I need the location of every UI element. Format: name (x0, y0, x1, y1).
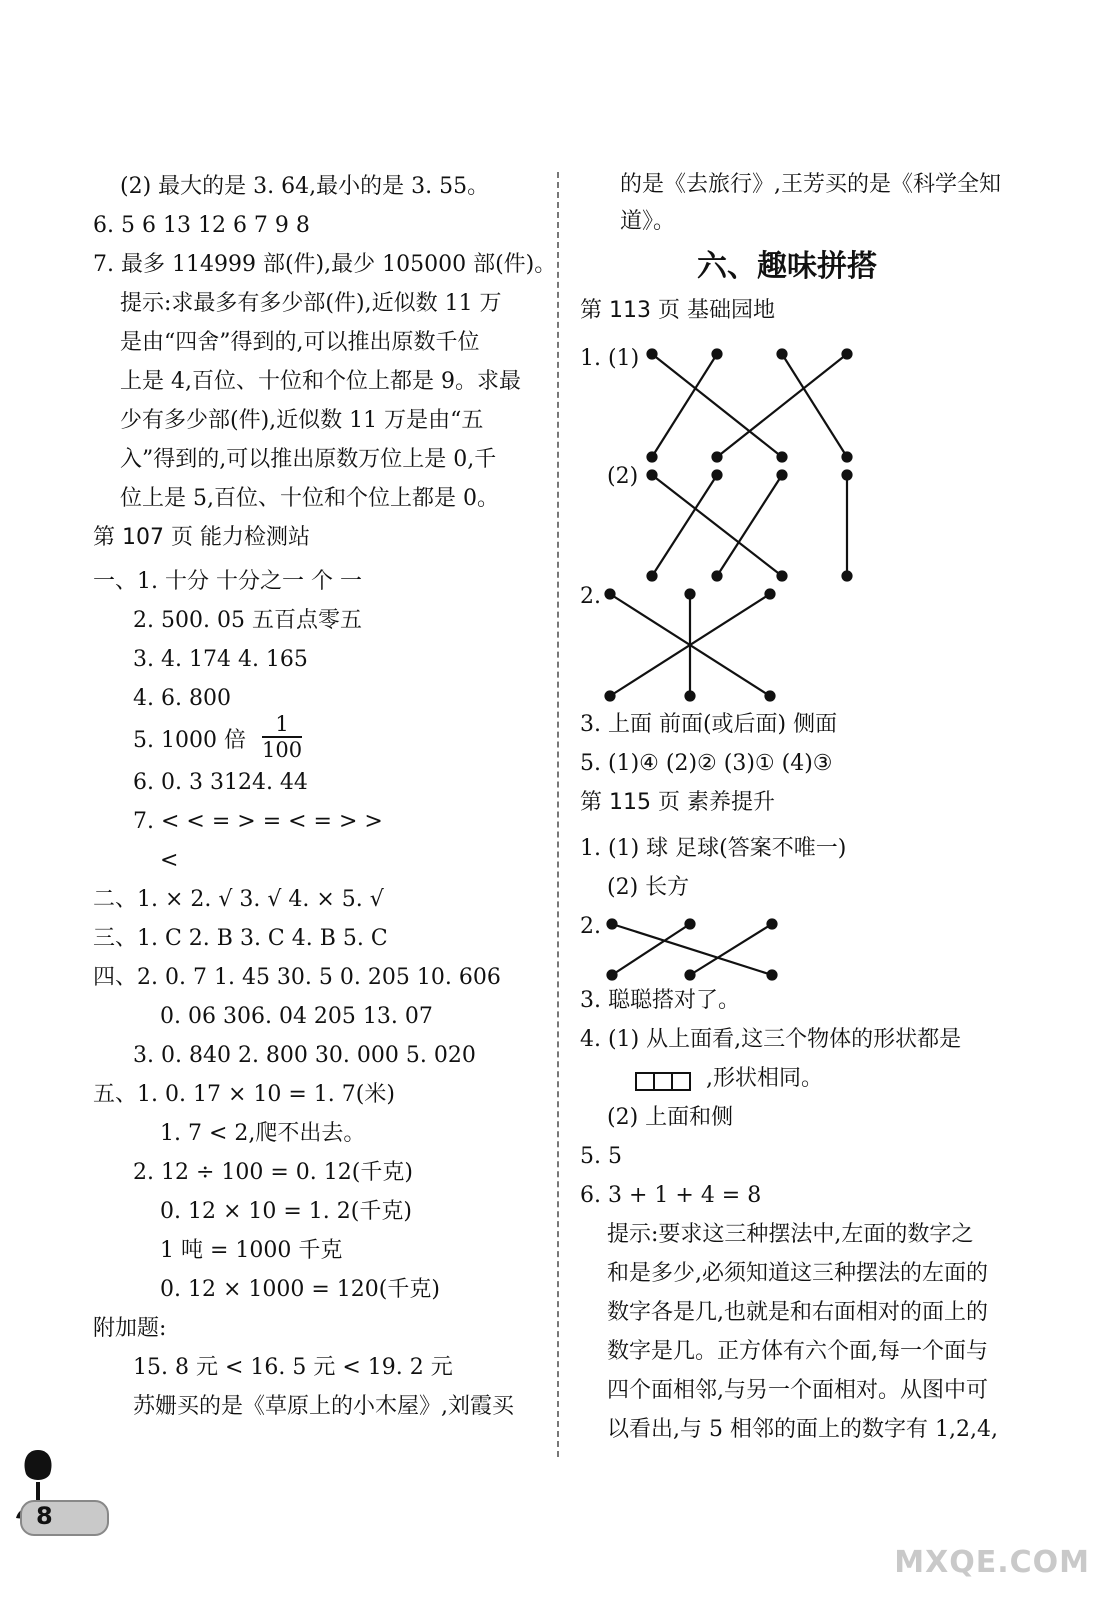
section-heading: 第 107 页 能力检测站 (93, 525, 310, 550)
text-line: 3. 4. 174 4. 165 (133, 647, 308, 672)
text-line: 6. 5 6 13 12 6 7 9 8 (93, 213, 310, 238)
text-line: 数字各是几,也就是和右面相对的面上的 (607, 1300, 988, 1325)
text-line: 四个面相邻,与另一个面相对。从图中可 (607, 1378, 988, 1403)
text-line: 5. (1)④ (2)② (3)① (4)③ (580, 751, 833, 776)
text-line: ,形状相同。 (706, 1066, 823, 1091)
match-dot (768, 920, 777, 929)
text-line: 0. 12 × 10 = 1. 2(千克) (160, 1199, 412, 1224)
match-dot (686, 920, 695, 929)
match-dot (686, 971, 695, 980)
text-line: 0. 12 × 1000 = 120(千克) (160, 1277, 440, 1302)
watermark: MXQE.COM (894, 1545, 1090, 1580)
page-number-badge (20, 1500, 109, 1536)
fraction-denominator: 100 (262, 738, 303, 762)
text-line: 以看出,与 5 相邻的面上的数字有 1,2,4, (607, 1417, 998, 1442)
text-line: 提示:要求这三种摆法中,左面的数字之 (607, 1222, 974, 1247)
text-line: 7. < < = > = < = > > (133, 809, 383, 834)
text-line: 少有多少部(件),近似数 11 万是由“五 (120, 408, 484, 433)
match-line (690, 924, 772, 975)
match-dot (608, 971, 617, 980)
text-line: 3. 上面 前面(或后面) 侧面 (580, 712, 838, 737)
section-title: 六、趣味拼搭 (697, 249, 877, 284)
page-number: 8 (36, 1502, 53, 1530)
text-line: 四、2. 0. 7 1. 45 30. 5 0. 205 10. 606 (93, 965, 501, 990)
text-line: 3. 0. 840 2. 800 30. 000 5. 020 (133, 1043, 476, 1068)
text-line: 1. 7 < 2,爬不出去。 (160, 1121, 366, 1146)
text-line: 二、1. × 2. √ 3. √ 4. × 5. √ (93, 887, 384, 912)
text-line: 道》。 (620, 209, 676, 234)
square-cell (635, 1072, 655, 1091)
text-line: 位上是 5,百位、十位和个位上都是 0。 (120, 486, 499, 511)
text-line: 6. 3 + 1 + 4 = 8 (580, 1183, 762, 1208)
text-line: 和是多少,必须知道这三种摆法的左面的 (607, 1261, 988, 1286)
text-line: 2. 12 ÷ 100 = 0. 12(千克) (133, 1160, 413, 1185)
text-line: 一、1. 十分 十分之一 个 一 (93, 569, 362, 594)
fraction-numerator: 1 (275, 712, 289, 736)
square-cell (653, 1072, 673, 1091)
text-line: 上是 4,百位、十位和个位上都是 9。求最 (120, 369, 521, 394)
text-line: (2) (607, 464, 639, 489)
text-line: 3. 聪聪搭对了。 (580, 988, 740, 1013)
text-line: 提示:求最多有多少部(件),近似数 11 万 (120, 291, 502, 316)
text-line: 5. 1000 倍 (133, 728, 246, 753)
text-line: 15. 8 元 < 16. 5 元 < 19. 2 元 (133, 1355, 453, 1380)
text-line: 6. 0. 3 3124. 44 (133, 770, 308, 795)
text-line: 的是《去旅行》,王芳买的是《科学全知 (620, 172, 1001, 197)
match-dot (768, 971, 777, 980)
text-line: (2) 长方 (607, 875, 690, 900)
three-square-shape (637, 1072, 691, 1091)
text-line: 五、1. 0. 17 × 10 = 1. 7(米) (93, 1082, 395, 1107)
match-dot (608, 920, 617, 929)
text-line: 是由“四舍”得到的,可以推出原数千位 (120, 330, 480, 355)
text-line: (2) 最大的是 3. 64,最小的是 3. 55。 (120, 174, 490, 199)
text-line: 2. 500. 05 五百点零五 (133, 608, 362, 633)
text-line: 苏姗买的是《草原上的小木屋》,刘霞买 (133, 1394, 514, 1419)
text-line: 7. 最多 114999 部(件),最少 105000 部(件)。 (93, 252, 557, 277)
text-line: 1. (1) (580, 346, 640, 371)
text-line: 附加题: (93, 1316, 167, 1341)
text-line: 1. (1) 球 足球(答案不唯一) (580, 836, 847, 861)
text-line: 0. 06 306. 04 205 13. 07 (160, 1004, 433, 1029)
section-heading: 第 115 页 素养提升 (580, 790, 775, 815)
text-line: (2) 上面和侧 (607, 1105, 734, 1130)
text-line: 三、1. C 2. B 3. C 4. B 5. C (93, 926, 388, 951)
section-heading: 第 113 页 基础园地 (580, 298, 775, 323)
text-line: 5. 5 (580, 1144, 622, 1169)
text-line: 1 吨 = 1000 千克 (160, 1238, 343, 1263)
match-line (612, 924, 690, 975)
text-line: < (160, 848, 179, 873)
match-line (612, 924, 772, 975)
text-line: 数字是几。正方体有六个面,每一个面与 (607, 1339, 988, 1364)
text-line: 4. (1) 从上面看,这三个物体的形状都是 (580, 1027, 962, 1052)
square-cell (671, 1072, 691, 1091)
text-line: 4. 6. 800 (133, 686, 231, 711)
text-line: 2. (580, 584, 601, 609)
text-line: 入”得到的,可以推出原数万位上是 0,千 (120, 447, 497, 472)
text-line: 2. (580, 914, 601, 939)
